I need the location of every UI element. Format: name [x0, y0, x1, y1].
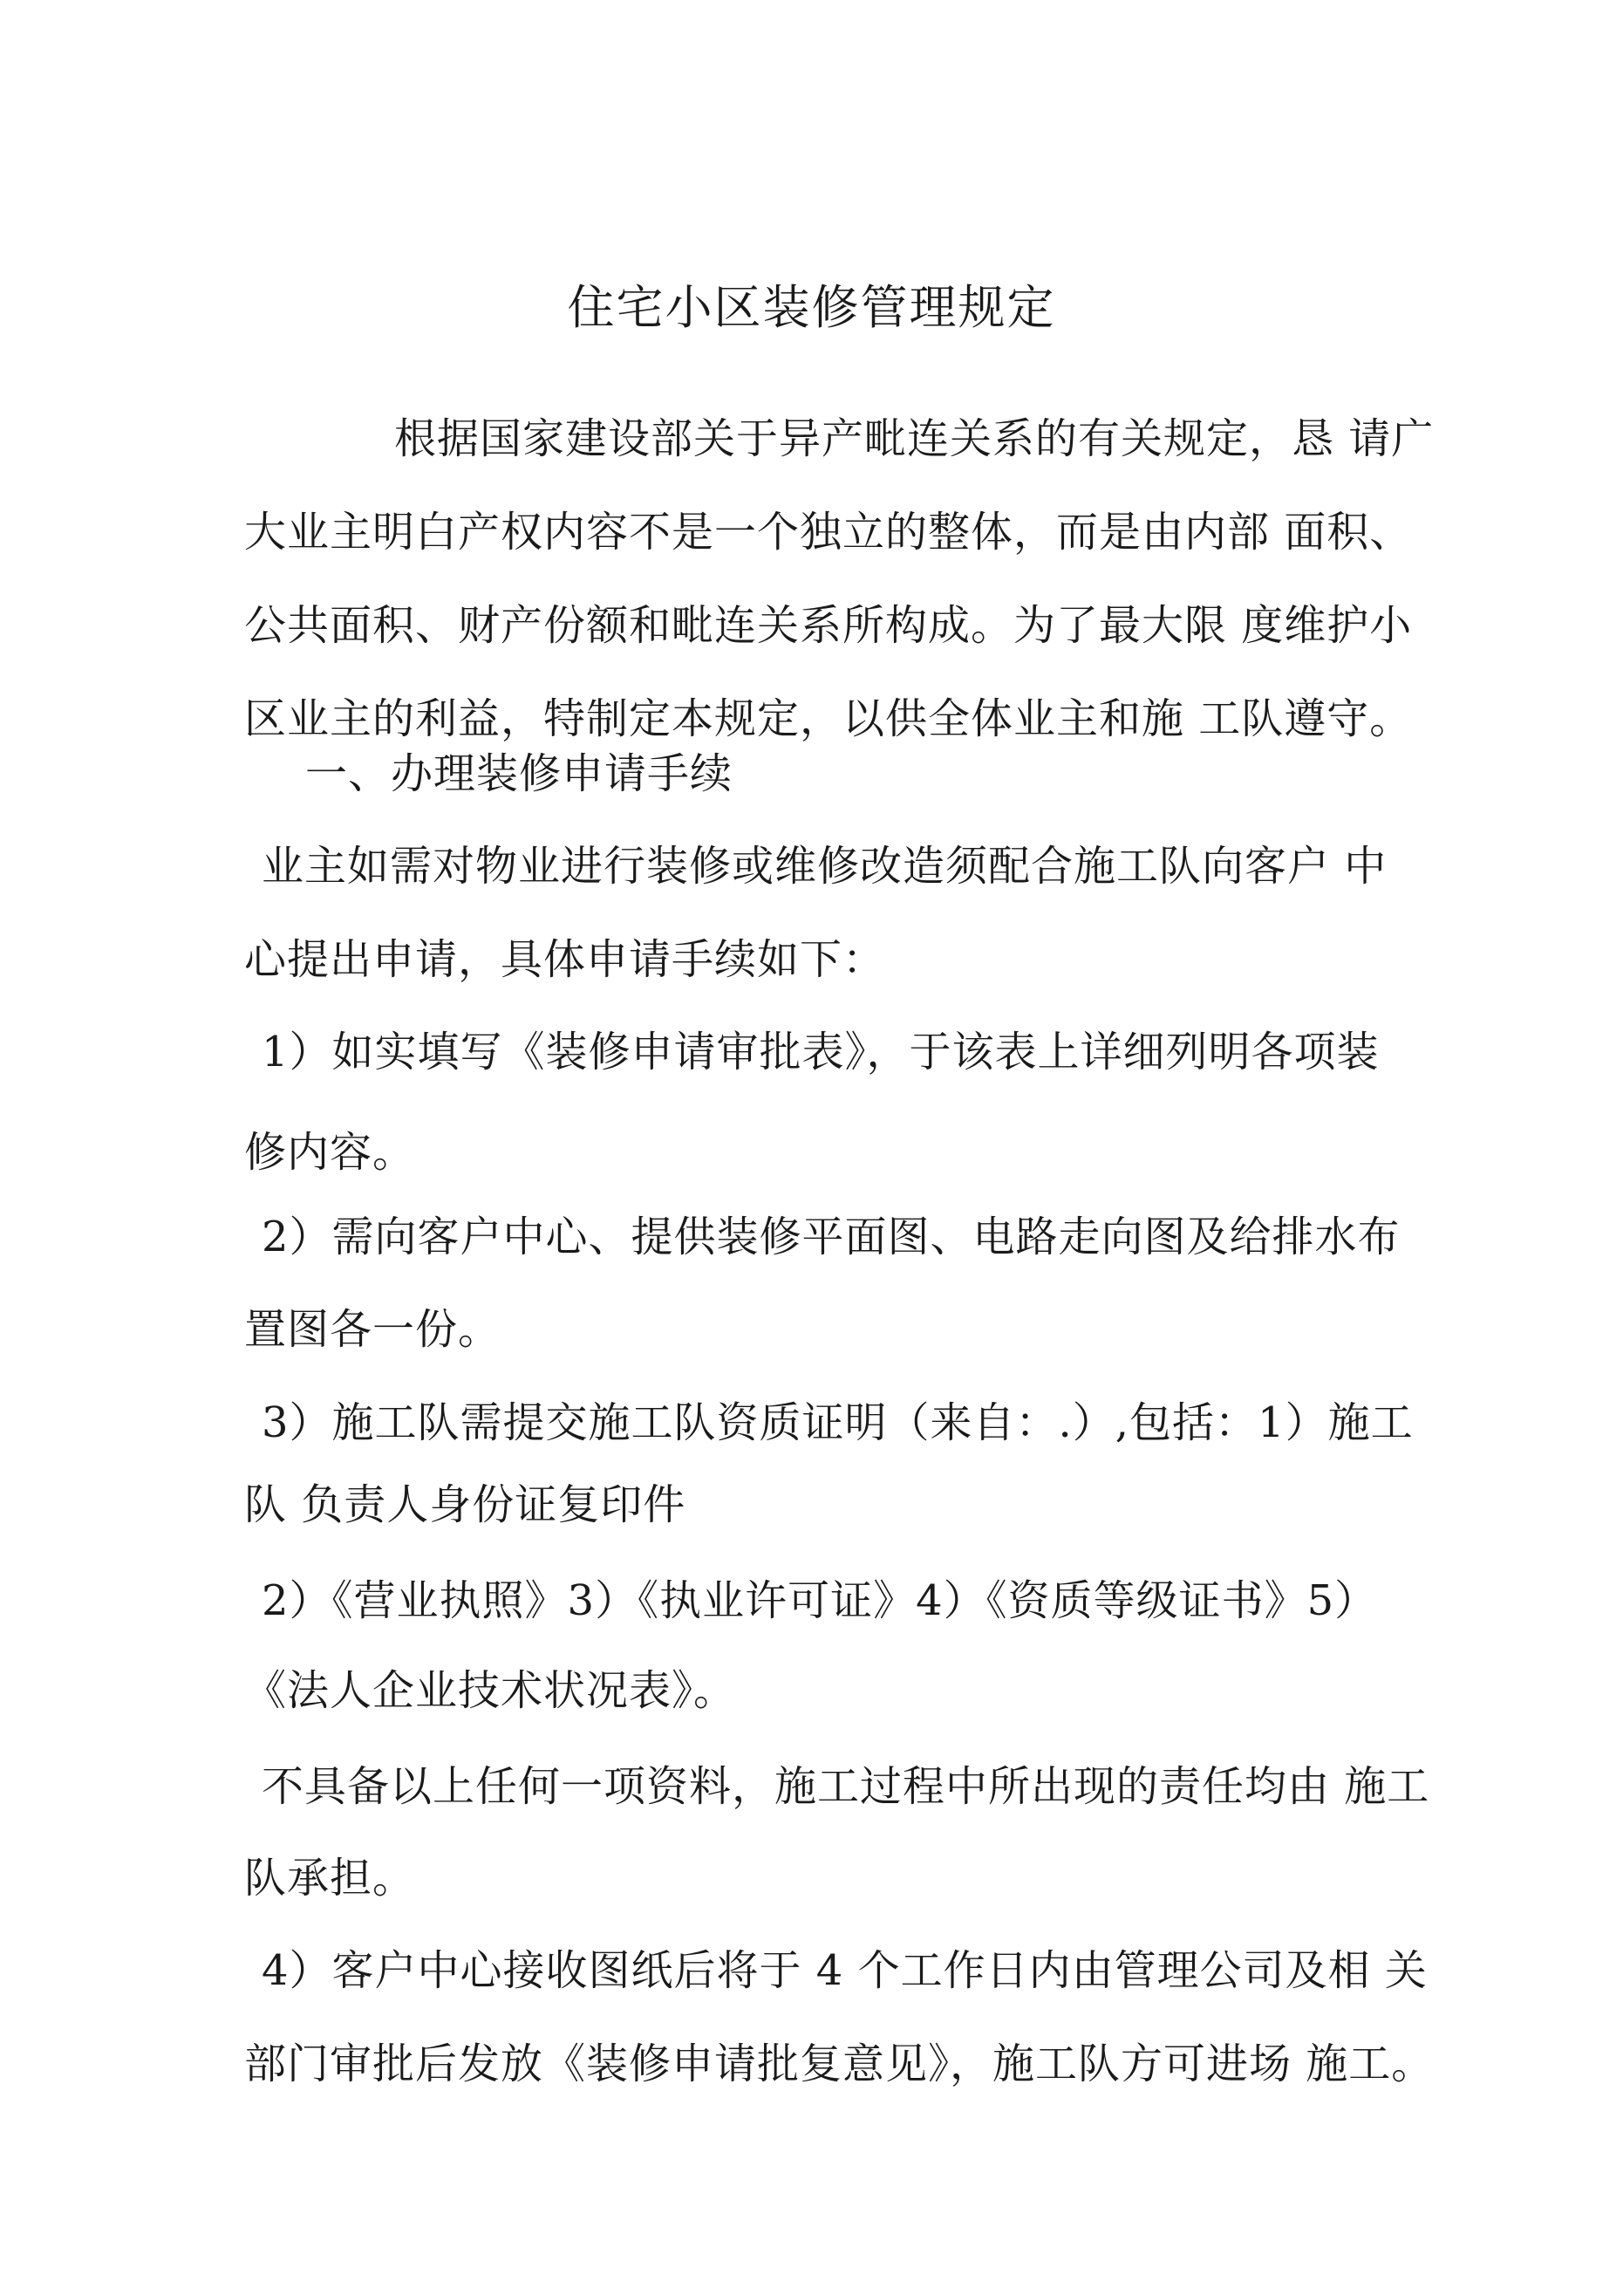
list-item-3-line-2: 队 负责人身份证复印件	[244, 1480, 686, 1529]
list-item-3-line-3: 2）《营业执照》3）《执业许可证》4）《资质等级证书》5）	[262, 1576, 1378, 1625]
list-item-3-line-1: 3）施工队需提交施工队资质证明（来自：.）,包括：1）施工	[262, 1398, 1414, 1447]
list-item-4-line-2: 部门审批后发放《装修申请批复意见》，施工队方可进场 施工。	[244, 2040, 1435, 2088]
paragraph-note-line-1: 不具备以上任何一项资料，施工过程中所出现的责任均由 施工	[262, 1762, 1430, 1811]
paragraph-line-2: 大业主明白产权内容不是一个独立的整体，而是由内部 面积、	[244, 508, 1413, 557]
list-item-2-line-1: 2）需向客户中心、提供装修平面图、电路走向图及给排水布	[262, 1213, 1401, 1261]
paragraph-line-1: 根据国家建设部关于异产毗连关系的有关规定，恳 请广	[394, 414, 1435, 463]
document-title: 住宅小区装修管理规定	[567, 280, 1056, 335]
list-item-4-line-1: 4）客户中心接收图纸后将于 4 个工作日内由管理公司及相 关	[262, 1946, 1428, 1995]
paragraph-line-5: 业主如需对物业进行装修或维修改造须配合施工队向客户 中	[262, 842, 1388, 891]
list-item-1-line-1: 1）如实填写《装修申请审批表》，于该表上详细列明各项装	[262, 1028, 1380, 1076]
section-heading-1: 一、办理装修申请手续	[305, 749, 733, 798]
paragraph-line-6: 心提出申请，具体申请手续如下：	[244, 935, 886, 984]
list-item-3-line-4: 《法人企业技术状况表》。	[244, 1666, 737, 1715]
paragraph-line-4: 区业主的利益，特制定本规定，以供全体业主和施 工队遵守。	[244, 694, 1413, 743]
list-item-2-line-2: 置图各一份。	[244, 1305, 501, 1354]
paragraph-line-3: 公共面积、财产份额和毗连关系所构成。为了最大限 度维护小	[244, 601, 1413, 650]
paragraph-note-line-2: 队承担。	[244, 1854, 416, 1903]
list-item-1-line-2: 修内容。	[244, 1128, 416, 1177]
